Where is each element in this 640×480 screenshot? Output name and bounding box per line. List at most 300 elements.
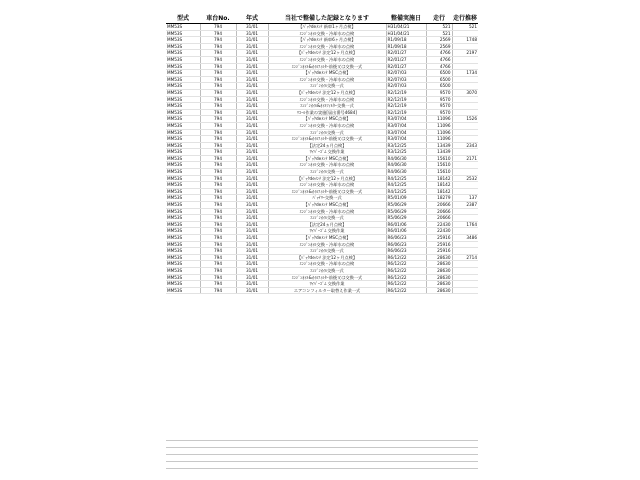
cell-mileage-change <box>452 274 478 281</box>
cell-chassis-no: 794 <box>200 221 236 228</box>
table-row <box>166 56 478 63</box>
table-row <box>166 122 478 129</box>
cell-mileage-change <box>452 287 478 294</box>
cell-mileage: 4766 <box>426 56 452 63</box>
cell-year: 31/01 <box>236 287 268 294</box>
cell-chassis-no: 794 <box>200 195 236 202</box>
cell-year: 31/01 <box>236 162 268 169</box>
maintenance-table <box>166 12 478 294</box>
cell-year: 31/01 <box>236 254 268 261</box>
cell-model: MM53S <box>166 188 200 195</box>
header-chassis-no: 車台No. <box>200 12 236 24</box>
cell-description: ﾊﾞｯﾃﾘｰ交換一式 <box>268 195 386 202</box>
cell-mileage-change: 137 <box>452 195 478 202</box>
cell-model: MM53S <box>166 261 200 268</box>
cell-chassis-no: 794 <box>200 116 236 123</box>
cell-mileage: 9570 <box>426 103 452 110</box>
table-row <box>166 169 478 176</box>
table-row <box>166 188 478 195</box>
cell-mileage-change: 2343 <box>452 142 478 149</box>
cell-mileage: 2569 <box>426 37 452 44</box>
cell-mileage: 25916 <box>426 241 452 248</box>
header-model: 型式 <box>166 12 200 24</box>
cell-model: MM53S <box>166 241 200 248</box>
cell-model: MM53S <box>166 254 200 261</box>
cell-service-date: R6/12/22 <box>386 267 426 274</box>
cell-mileage-change <box>452 136 478 143</box>
cell-year: 31/01 <box>236 281 268 288</box>
cell-model: MM53S <box>166 202 200 209</box>
cell-mileage-change <box>452 63 478 70</box>
cell-model: MM53S <box>166 116 200 123</box>
cell-description: ｴﾝｼﾞﾝｵｲﾙ交換・冷却水の点検 <box>268 76 386 83</box>
cell-service-date: R3/07/04 <box>386 122 426 129</box>
cell-mileage: 20666 <box>426 202 452 209</box>
cell-year: 31/01 <box>236 136 268 143</box>
table-row <box>166 116 478 123</box>
cell-service-date: R4/12/25 <box>386 182 426 189</box>
cell-model: MM53S <box>166 267 200 274</box>
cell-model: MM53S <box>166 175 200 182</box>
cell-chassis-no: 794 <box>200 235 236 242</box>
header-year: 年式 <box>236 12 268 24</box>
cell-model: MM53S <box>166 89 200 96</box>
cell-service-date: R1/09/18 <box>386 43 426 50</box>
table-row <box>166 175 478 182</box>
cell-mileage: 18142 <box>426 182 452 189</box>
cell-model: MM53S <box>166 182 200 189</box>
grid-line <box>166 454 478 455</box>
cell-service-date: R2/01/27 <box>386 50 426 57</box>
cell-mileage-change: 2714 <box>452 254 478 261</box>
cell-mileage: 28630 <box>426 287 452 294</box>
table-row <box>166 241 478 248</box>
cell-description: ﾜｲﾊﾟｰｺﾞﾑ 交換作業 <box>268 149 386 156</box>
cell-year: 31/01 <box>236 122 268 129</box>
cell-service-date: R6/06/23 <box>386 241 426 248</box>
cell-model: MM53S <box>166 24 200 31</box>
cell-mileage-change <box>452 149 478 156</box>
cell-description: ｴﾝｼﾞﾝｵｲﾙ交換一式 <box>268 83 386 90</box>
cell-year: 31/01 <box>236 76 268 83</box>
cell-service-date: R2/01/27 <box>386 56 426 63</box>
cell-mileage: 13439 <box>426 149 452 156</box>
cell-service-date: R6/12/22 <box>386 287 426 294</box>
cell-year: 31/01 <box>236 43 268 50</box>
maintenance-record-sheet <box>166 12 478 294</box>
cell-model: MM53S <box>166 30 200 37</box>
record-body <box>166 24 478 294</box>
cell-mileage: 28630 <box>426 281 452 288</box>
cell-service-date: R5/01/09 <box>386 195 426 202</box>
cell-service-date: R2/12/19 <box>386 103 426 110</box>
table-row <box>166 142 478 149</box>
cell-model: MM53S <box>166 122 200 129</box>
cell-year: 31/01 <box>236 155 268 162</box>
cell-chassis-no: 794 <box>200 43 236 50</box>
cell-chassis-no: 794 <box>200 254 236 261</box>
table-row <box>166 89 478 96</box>
cell-model: MM53S <box>166 287 200 294</box>
cell-service-date: R5/06/29 <box>386 208 426 215</box>
cell-service-date: R3/12/25 <box>386 149 426 156</box>
cell-mileage: 13439 <box>426 142 452 149</box>
cell-chassis-no: 794 <box>200 182 236 189</box>
cell-model: MM53S <box>166 76 200 83</box>
cell-description: 【ﾊﾟｯｸdeﾒﾝﾃ MSC点検】 <box>268 116 386 123</box>
cell-description: 【ﾊﾟｯｸdeﾒﾝﾃ MSC点検】 <box>268 70 386 77</box>
cell-mileage-change <box>452 56 478 63</box>
cell-year: 31/01 <box>236 37 268 44</box>
cell-description: 【ﾊﾟｯｸdeﾒﾝﾃ MSC点検】 <box>268 202 386 209</box>
cell-service-date: R5/06/29 <box>386 202 426 209</box>
cell-chassis-no: 794 <box>200 241 236 248</box>
cell-year: 31/01 <box>236 274 268 281</box>
cell-description: ｴﾝｼﾞﾝｵｲﾙ交換一式 <box>268 169 386 176</box>
cell-chassis-no: 794 <box>200 169 236 176</box>
cell-service-date: H31/04/21 <box>386 24 426 31</box>
header-mileage: 走行 <box>426 12 452 24</box>
cell-description: 【ﾊﾟｯｸdeﾒﾝﾃ 法定12ヶ月点検】 <box>268 175 386 182</box>
cell-description: ｴﾝｼﾞﾝｵｲﾙ&ｵｲﾙﾌｨﾙﾀｰ前後又は交換一式 <box>268 136 386 143</box>
cell-description: ｴﾝｼﾞﾝｵｲﾙ交換・冷却水の点検 <box>268 56 386 63</box>
cell-model: MM53S <box>166 149 200 156</box>
table-row <box>166 50 478 57</box>
header-record-description: 当社で整備した記録となります <box>268 12 386 24</box>
cell-description: 【法定24ヵ月点検】 <box>268 142 386 149</box>
cell-chassis-no: 794 <box>200 76 236 83</box>
cell-chassis-no: 794 <box>200 202 236 209</box>
table-row <box>166 96 478 103</box>
cell-mileage-change: 1748 <box>452 37 478 44</box>
cell-description: ｴﾝｼﾞﾝｵｲﾙ&ｵｲﾙﾌｨﾙﾀｰ前後又は交換一式 <box>268 63 386 70</box>
cell-year: 31/01 <box>236 267 268 274</box>
cell-description: ｴﾝｼﾞﾝｵｲﾙ&ｵｲﾙﾌｨﾙﾀｰ前後又は交換一式 <box>268 188 386 195</box>
cell-chassis-no: 794 <box>200 30 236 37</box>
cell-description: 【ﾊﾟｯｸdeﾒﾝﾃ 法定12ヶ月点検】 <box>268 254 386 261</box>
table-row <box>166 267 478 274</box>
cell-model: MM53S <box>166 70 200 77</box>
cell-description: ｴﾝｼﾞﾝｵｲﾙ交換・冷却水の点検 <box>268 43 386 50</box>
table-row <box>166 254 478 261</box>
cell-chassis-no: 794 <box>200 122 236 129</box>
cell-mileage: 28630 <box>426 274 452 281</box>
cell-mileage: 6500 <box>426 70 452 77</box>
table-row <box>166 215 478 222</box>
cell-chassis-no: 794 <box>200 37 236 44</box>
cell-service-date: R6/06/23 <box>386 235 426 242</box>
cell-mileage: 20666 <box>426 208 452 215</box>
cell-service-date: R6/12/22 <box>386 274 426 281</box>
cell-mileage: 4766 <box>426 50 452 57</box>
cell-service-date: R2/12/19 <box>386 89 426 96</box>
cell-mileage: 6500 <box>426 83 452 90</box>
cell-model: MM53S <box>166 96 200 103</box>
cell-description: ｴﾝｼﾞﾝｵｲﾙ&ｵｲﾙﾌｨﾙﾀｰ交換一式 <box>268 103 386 110</box>
cell-mileage-change <box>452 30 478 37</box>
cell-model: MM53S <box>166 37 200 44</box>
cell-year: 31/01 <box>236 182 268 189</box>
table-row <box>166 202 478 209</box>
cell-chassis-no: 794 <box>200 281 236 288</box>
cell-chassis-no: 794 <box>200 248 236 255</box>
cell-service-date: R3/07/04 <box>386 136 426 143</box>
cell-mileage-change: 2197 <box>452 50 478 57</box>
cell-year: 31/01 <box>236 56 268 63</box>
table-row <box>166 162 478 169</box>
cell-model: MM53S <box>166 228 200 235</box>
cell-year: 31/01 <box>236 103 268 110</box>
cell-service-date: R4/06/30 <box>386 155 426 162</box>
cell-mileage: 15610 <box>426 162 452 169</box>
cell-chassis-no: 794 <box>200 136 236 143</box>
cell-mileage: 28630 <box>426 254 452 261</box>
cell-model: MM53S <box>166 109 200 116</box>
empty-grid-lines <box>166 440 478 475</box>
cell-chassis-no: 794 <box>200 24 236 31</box>
cell-year: 31/01 <box>236 261 268 268</box>
cell-chassis-no: 794 <box>200 89 236 96</box>
cell-model: MM53S <box>166 248 200 255</box>
cell-model: MM53S <box>166 195 200 202</box>
cell-chassis-no: 794 <box>200 142 236 149</box>
cell-service-date: R5/06/29 <box>386 215 426 222</box>
table-row <box>166 24 478 31</box>
cell-chassis-no: 794 <box>200 149 236 156</box>
cell-year: 31/01 <box>236 195 268 202</box>
cell-mileage-change <box>452 208 478 215</box>
cell-mileage: 11096 <box>426 122 452 129</box>
cell-service-date: R6/12/22 <box>386 261 426 268</box>
cell-chassis-no: 794 <box>200 155 236 162</box>
table-row <box>166 274 478 281</box>
cell-description: 【ﾊﾟｯｸdeﾒﾝﾃ 新車6ヶ月点検】 <box>268 37 386 44</box>
cell-mileage-change <box>452 109 478 116</box>
header-service-date: 整備実施日 <box>386 12 426 24</box>
cell-description: 【ﾊﾟｯｸdeﾒﾝﾃ MSC点検】 <box>268 235 386 242</box>
cell-mileage-change: 3486 <box>452 235 478 242</box>
cell-mileage-change: 2171 <box>452 155 478 162</box>
cell-mileage: 28630 <box>426 267 452 274</box>
cell-service-date: R2/12/19 <box>386 109 426 116</box>
table-row <box>166 109 478 116</box>
table-row <box>166 261 478 268</box>
cell-mileage-change <box>452 228 478 235</box>
cell-year: 31/01 <box>236 70 268 77</box>
cell-description: ｴﾝｼﾞﾝｵｲﾙ交換・冷却水の点検 <box>268 162 386 169</box>
cell-description: ﾜｲﾊﾟｰｺﾞﾑ 交換作業 <box>268 281 386 288</box>
cell-mileage: 11096 <box>426 116 452 123</box>
table-row <box>166 103 478 110</box>
cell-service-date: R3/12/25 <box>386 142 426 149</box>
cell-year: 31/01 <box>236 109 268 116</box>
cell-service-date: R3/07/04 <box>386 129 426 136</box>
cell-mileage: 20666 <box>426 215 452 222</box>
cell-year: 31/01 <box>236 169 268 176</box>
cell-chassis-no: 794 <box>200 50 236 57</box>
cell-mileage-change <box>452 129 478 136</box>
cell-chassis-no: 794 <box>200 103 236 110</box>
cell-mileage-change <box>452 188 478 195</box>
cell-mileage-change <box>452 103 478 110</box>
cell-mileage: 2569 <box>426 43 452 50</box>
cell-mileage: 11096 <box>426 129 452 136</box>
cell-mileage: 15610 <box>426 169 452 176</box>
cell-mileage: 521 <box>426 30 452 37</box>
cell-description: 【法定24ヵ月点検】 <box>268 221 386 228</box>
table-row <box>166 149 478 156</box>
cell-mileage-change: 521 <box>452 24 478 31</box>
cell-service-date: R4/06/30 <box>386 162 426 169</box>
cell-mileage-change <box>452 281 478 288</box>
cell-year: 31/01 <box>236 202 268 209</box>
header-row <box>166 12 478 24</box>
cell-year: 31/01 <box>236 248 268 255</box>
cell-mileage: 15610 <box>426 155 452 162</box>
cell-service-date: R2/07/03 <box>386 70 426 77</box>
table-row <box>166 248 478 255</box>
table-row <box>166 281 478 288</box>
cell-chassis-no: 794 <box>200 56 236 63</box>
cell-mileage: 22430 <box>426 228 452 235</box>
cell-mileage-change <box>452 182 478 189</box>
cell-service-date: R2/07/03 <box>386 76 426 83</box>
cell-chassis-no: 794 <box>200 175 236 182</box>
cell-chassis-no: 794 <box>200 70 236 77</box>
cell-service-date: R6/06/23 <box>386 248 426 255</box>
cell-mileage: 9570 <box>426 109 452 116</box>
cell-service-date: R1/09/18 <box>386 37 426 44</box>
cell-description: ｴﾝｼﾞﾝｵｲﾙ交換・冷却水の点検 <box>268 241 386 248</box>
cell-mileage: 521 <box>426 24 452 31</box>
cell-mileage-change: 3070 <box>452 89 478 96</box>
cell-description: ﾘｺｰﾙ作業の実施[届出番号4684] <box>268 109 386 116</box>
cell-chassis-no: 794 <box>200 63 236 70</box>
cell-year: 31/01 <box>236 116 268 123</box>
cell-mileage-change <box>452 83 478 90</box>
cell-chassis-no: 794 <box>200 96 236 103</box>
cell-mileage-change <box>452 215 478 222</box>
table-row <box>166 30 478 37</box>
cell-service-date: R2/01/27 <box>386 63 426 70</box>
grid-line <box>166 447 478 448</box>
cell-mileage-change: 1734 <box>452 70 478 77</box>
cell-year: 31/01 <box>236 129 268 136</box>
cell-chassis-no: 794 <box>200 287 236 294</box>
cell-model: MM53S <box>166 162 200 169</box>
cell-description: ｴﾝｼﾞﾝｵｲﾙ交換・冷却水の点検 <box>268 182 386 189</box>
cell-mileage-change <box>452 122 478 129</box>
cell-mileage: 9570 <box>426 96 452 103</box>
cell-description: ｴﾝｼﾞﾝｵｲﾙ交換・冷却水の点検 <box>268 96 386 103</box>
table-row <box>166 155 478 162</box>
cell-model: MM53S <box>166 136 200 143</box>
cell-year: 31/01 <box>236 241 268 248</box>
cell-mileage: 18279 <box>426 195 452 202</box>
cell-mileage-change: 2532 <box>452 175 478 182</box>
table-row <box>166 182 478 189</box>
table-row <box>166 221 478 228</box>
cell-year: 31/01 <box>236 235 268 242</box>
cell-model: MM53S <box>166 208 200 215</box>
cell-chassis-no: 794 <box>200 274 236 281</box>
cell-mileage: 4766 <box>426 63 452 70</box>
cell-model: MM53S <box>166 215 200 222</box>
table-row <box>166 129 478 136</box>
cell-chassis-no: 794 <box>200 129 236 136</box>
cell-chassis-no: 794 <box>200 162 236 169</box>
cell-year: 31/01 <box>236 149 268 156</box>
cell-service-date: R6/12/22 <box>386 254 426 261</box>
cell-mileage-change <box>452 241 478 248</box>
cell-description: ｴﾝｼﾞﾝｵｲﾙ交換一式 <box>268 129 386 136</box>
cell-mileage: 25916 <box>426 248 452 255</box>
cell-chassis-no: 794 <box>200 267 236 274</box>
cell-year: 31/01 <box>236 83 268 90</box>
cell-mileage-change <box>452 76 478 83</box>
cell-service-date: R6/01/06 <box>386 221 426 228</box>
cell-mileage: 6500 <box>426 76 452 83</box>
cell-mileage: 22430 <box>426 221 452 228</box>
cell-model: MM53S <box>166 83 200 90</box>
cell-mileage-change <box>452 169 478 176</box>
cell-year: 31/01 <box>236 50 268 57</box>
cell-year: 31/01 <box>236 208 268 215</box>
cell-mileage-change: 1764 <box>452 221 478 228</box>
cell-service-date: R6/01/06 <box>386 228 426 235</box>
cell-year: 31/01 <box>236 188 268 195</box>
cell-mileage-change: 1526 <box>452 116 478 123</box>
cell-description: ｴﾝｼﾞﾝｵｲﾙ交換一式 <box>268 267 386 274</box>
cell-chassis-no: 794 <box>200 188 236 195</box>
cell-description: 【ﾊﾟｯｸdeﾒﾝﾃ 法定12ヶ月点検】 <box>268 50 386 57</box>
table-row <box>166 287 478 294</box>
cell-model: MM53S <box>166 63 200 70</box>
cell-mileage: 28630 <box>426 261 452 268</box>
table-row <box>166 70 478 77</box>
cell-mileage: 18142 <box>426 175 452 182</box>
cell-description: ｴﾝｼﾞﾝｵｲﾙ交換・冷却水の点検 <box>268 208 386 215</box>
cell-service-date: R2/12/19 <box>386 96 426 103</box>
cell-description: ｴﾝｼﾞﾝｵｲﾙ交換・冷却水の点検 <box>268 122 386 129</box>
cell-year: 31/01 <box>236 142 268 149</box>
cell-service-date: R3/07/04 <box>386 116 426 123</box>
cell-year: 31/01 <box>236 175 268 182</box>
cell-model: MM53S <box>166 221 200 228</box>
cell-year: 31/01 <box>236 24 268 31</box>
cell-year: 31/01 <box>236 89 268 96</box>
cell-model: MM53S <box>166 235 200 242</box>
cell-chassis-no: 794 <box>200 215 236 222</box>
cell-description: 【ﾊﾟｯｸdeﾒﾝﾃ 法定12ヶ月点検】 <box>268 89 386 96</box>
cell-model: MM53S <box>166 50 200 57</box>
cell-chassis-no: 794 <box>200 261 236 268</box>
table-row <box>166 83 478 90</box>
cell-mileage-change <box>452 248 478 255</box>
cell-model: MM53S <box>166 56 200 63</box>
cell-service-date: R6/12/22 <box>386 281 426 288</box>
cell-mileage-change <box>452 96 478 103</box>
cell-description: 【ﾊﾟｯｸdeﾒﾝﾃ 新車1ヶ月点検】 <box>268 24 386 31</box>
cell-mileage-change <box>452 162 478 169</box>
cell-mileage: 25916 <box>426 235 452 242</box>
cell-mileage: 11096 <box>426 136 452 143</box>
cell-mileage-change <box>452 43 478 50</box>
cell-service-date: R4/12/25 <box>386 175 426 182</box>
cell-year: 31/01 <box>236 30 268 37</box>
cell-description: 【ﾊﾟｯｸdeﾒﾝﾃ MSC点検】 <box>268 155 386 162</box>
table-row <box>166 195 478 202</box>
